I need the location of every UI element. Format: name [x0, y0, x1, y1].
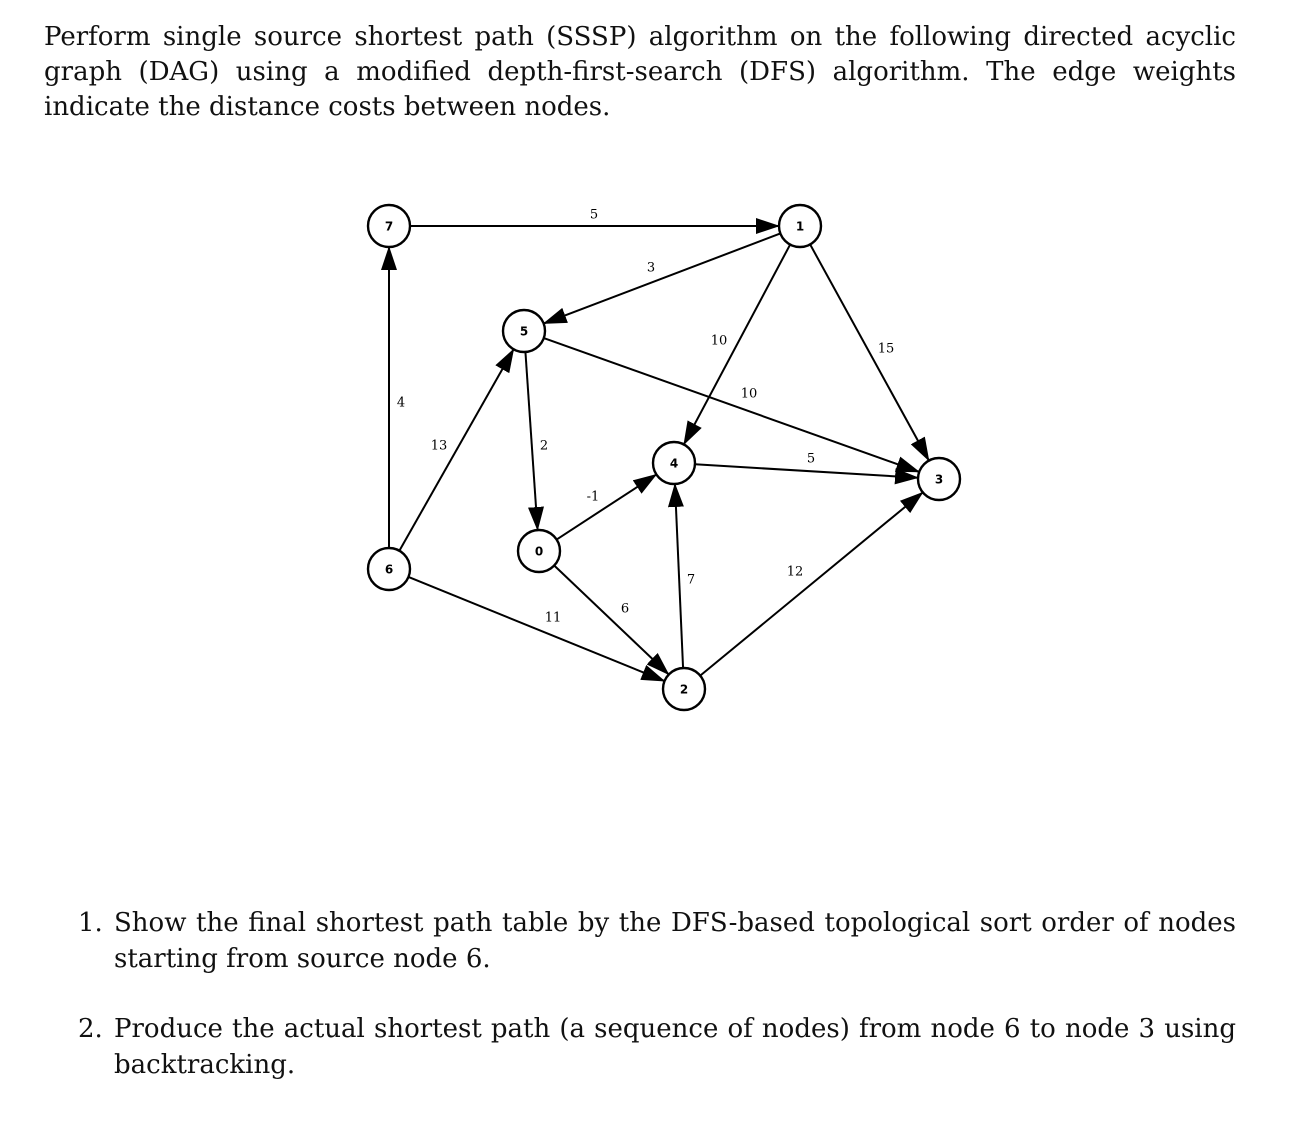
node-3-label: 3 [934, 472, 944, 487]
question-1-text: Show the final shortest path table by the DFS-based topological sort order of nodes starting from source node 6. [114, 908, 1236, 974]
question-list [78, 905, 1236, 1083]
edge-weight-1-to-3: 15 [877, 341, 895, 357]
edge-weight-5-to-3: 10 [740, 386, 758, 402]
edge-weight-6-to-5: 13 [430, 438, 448, 454]
question-2 [78, 1011, 1236, 1083]
edge-weight-6-to-2: 11 [544, 610, 562, 626]
node-4 [653, 442, 695, 484]
edge-weight-1-to-4: 10 [710, 333, 728, 349]
node-6-label: 6 [384, 562, 394, 577]
edge-weight-0-to-2: 6 [620, 601, 630, 617]
edge-weight-0-to-4: -1 [586, 489, 600, 505]
edge-weight-labels [397, 208, 894, 626]
problem-intro: Perform single source shortest path (SSSP) algorithm on the following directed acyclic graph (DAG) using a modified depth-first-search (DFS) algorithm. The edge weights indicate the distance costs between nodes. [44, 22, 1236, 122]
question-2-number: 2. [78, 1014, 103, 1044]
edge-weight-2-to-4: 7 [686, 572, 696, 588]
edge-1-to-5 [544, 233, 781, 323]
node-0-label: 0 [534, 544, 544, 559]
edge-1-to-4 [684, 245, 790, 445]
node-6 [368, 548, 410, 590]
node-5 [503, 310, 545, 352]
edge-weight-2-to-3: 12 [786, 564, 804, 580]
node-3 [918, 458, 960, 500]
node-0 [518, 530, 560, 572]
edge-weight-4-to-3: 5 [806, 451, 816, 467]
edge-6-to-2 [408, 577, 664, 681]
edge-2-to-3 [700, 492, 923, 675]
node-7 [368, 205, 410, 247]
nodes [368, 205, 960, 710]
edge-0-to-2 [554, 565, 669, 674]
node-2-label: 2 [679, 682, 689, 697]
edge-weight-6-to-7: 4 [396, 395, 406, 411]
edge-1-to-3 [810, 244, 929, 460]
question-1-number: 1. [78, 908, 103, 938]
node-1-label: 1 [795, 219, 805, 234]
node-2 [663, 668, 705, 710]
question-1 [78, 905, 1236, 977]
edge-5-to-3 [544, 338, 919, 472]
edge-weight-5-to-0: 2 [539, 438, 549, 454]
edge-weight-7-to-1: 5 [589, 207, 599, 223]
node-4-label: 4 [669, 456, 679, 471]
edge-0-to-4 [557, 474, 657, 539]
edge-weight-1-to-5: 3 [646, 260, 656, 276]
node-5-label: 5 [519, 324, 529, 339]
edge-6-to-5 [396, 349, 513, 550]
edge-5-to-0 [525, 352, 537, 530]
node-7-label: 7 [384, 219, 394, 234]
edge-2-to-4 [675, 484, 683, 668]
node-1 [779, 205, 821, 247]
question-2-text: Produce the actual shortest path (a sequence of nodes) from node 6 to node 3 using backtracking. [114, 1014, 1236, 1080]
